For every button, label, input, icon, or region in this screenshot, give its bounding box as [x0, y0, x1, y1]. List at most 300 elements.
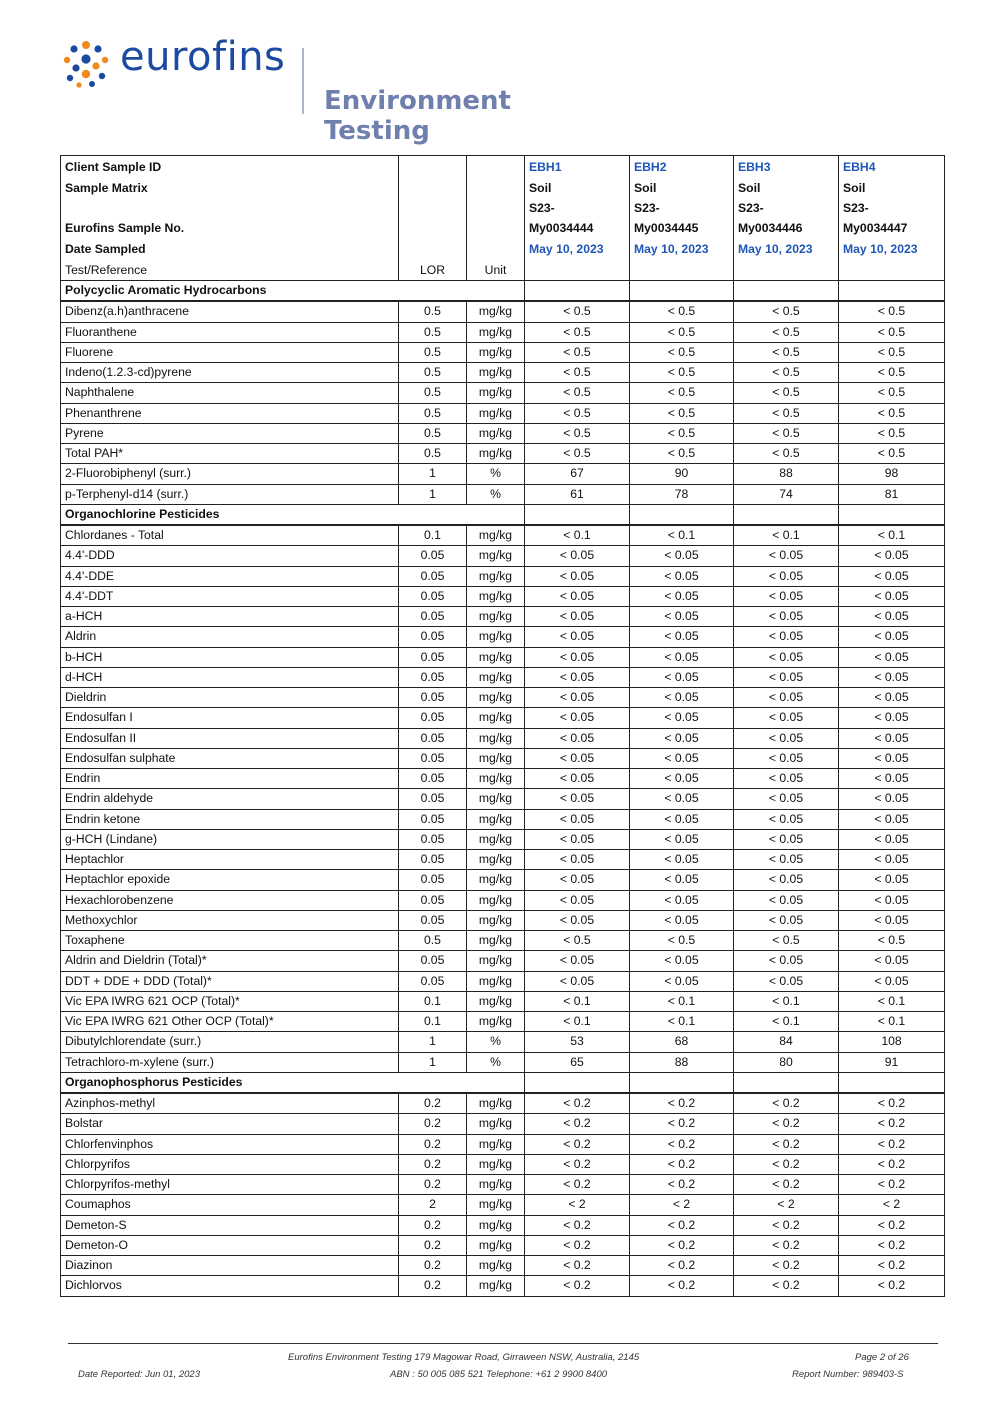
analyte-name: Endosulfan I — [61, 708, 399, 728]
unit-value: mg/kg — [467, 1256, 525, 1276]
lor-value: 0.05 — [399, 789, 467, 809]
analyte-row — [61, 301, 945, 322]
header-row-reference — [61, 259, 945, 281]
analyte-name: Chlordanes - Total — [61, 525, 399, 546]
result-value: < 0.2 — [630, 1114, 734, 1134]
analyte-row — [61, 769, 945, 789]
lor-value: 0.05 — [399, 586, 467, 606]
analyte-name: Vic EPA IWRG 621 OCP (Total)* — [61, 991, 399, 1011]
result-value: < 0.5 — [734, 403, 839, 423]
unit-value: mg/kg — [467, 951, 525, 971]
result-value: < 0.05 — [630, 890, 734, 910]
sample-date: May 10, 2023 — [839, 238, 945, 259]
result-value: < 0.05 — [630, 586, 734, 606]
result-value: < 0.2 — [630, 1276, 734, 1296]
sample-date: May 10, 2023 — [734, 238, 839, 259]
result-value: < 0.5 — [630, 342, 734, 362]
result-value: < 0.05 — [734, 566, 839, 586]
analyte-row — [61, 910, 945, 930]
result-value: < 0.05 — [839, 870, 945, 890]
sample-id: EBH1 — [525, 156, 630, 178]
result-value: < 0.5 — [630, 444, 734, 464]
unit-value: mg/kg — [467, 1175, 525, 1195]
lor-value: 0.05 — [399, 667, 467, 687]
result-value: < 0.05 — [839, 971, 945, 991]
result-value: < 0.2 — [734, 1235, 839, 1255]
result-value: < 0.05 — [839, 546, 945, 566]
analyte-name: Endrin aldehyde — [61, 789, 399, 809]
result-value: < 0.05 — [734, 870, 839, 890]
unit-value: mg/kg — [467, 1235, 525, 1255]
unit-value: mg/kg — [467, 1154, 525, 1174]
unit-value: mg/kg — [467, 1093, 525, 1114]
unit-value: mg/kg — [467, 1195, 525, 1215]
lor-value: 0.5 — [399, 322, 467, 342]
lor-value: 0.05 — [399, 971, 467, 991]
analyte-name: Dibutylchlorendate (surr.) — [61, 1032, 399, 1052]
result-value: < 0.1 — [839, 1012, 945, 1032]
sample-matrix: Soil — [734, 177, 839, 198]
result-value: < 0.5 — [734, 363, 839, 383]
sample-number-prefix: S23- — [843, 201, 869, 215]
analyte-row — [61, 850, 945, 870]
result-value: < 0.05 — [525, 769, 630, 789]
header-row-client-id — [61, 156, 945, 178]
result-value: 81 — [839, 484, 945, 504]
analyte-name: Fluoranthene — [61, 322, 399, 342]
analyte-row — [61, 403, 945, 423]
sample-number — [734, 198, 839, 238]
result-value: < 0.1 — [734, 1012, 839, 1032]
analyte-name: Tetrachloro-m-xylene (surr.) — [61, 1052, 399, 1072]
result-value: < 0.2 — [734, 1093, 839, 1114]
result-value: < 0.5 — [525, 403, 630, 423]
analyte-row — [61, 342, 945, 362]
result-value: < 0.05 — [525, 870, 630, 890]
unit-value: mg/kg — [467, 423, 525, 443]
analyte-row — [61, 890, 945, 910]
lor-value: 0.05 — [399, 627, 467, 647]
result-value: < 0.2 — [839, 1235, 945, 1255]
result-value: < 0.05 — [630, 627, 734, 647]
label-client-sample-id: Client Sample ID — [61, 156, 399, 178]
analyte-name: Chlorpyrifos — [61, 1154, 399, 1174]
analyte-name: Coumaphos — [61, 1195, 399, 1215]
analyte-name: Heptachlor — [61, 850, 399, 870]
result-value: < 0.05 — [839, 647, 945, 667]
analyte-row — [61, 383, 945, 403]
sample-number-code: My0034446 — [738, 221, 803, 235]
logo-divider — [302, 48, 304, 114]
lor-value: 2 — [399, 1195, 467, 1215]
analyte-row — [61, 1012, 945, 1032]
footer-report-number: Report Number: 989403-S — [792, 1369, 904, 1380]
result-value: < 0.2 — [839, 1154, 945, 1174]
analyte-row — [61, 525, 945, 546]
sample-number-prefix: S23- — [634, 201, 660, 215]
analyte-name: Total PAH* — [61, 444, 399, 464]
lor-value: 0.2 — [399, 1215, 467, 1235]
result-value: < 0.2 — [525, 1093, 630, 1114]
lor-value: 0.05 — [399, 647, 467, 667]
label-lor: LOR — [399, 259, 467, 281]
lor-value: 0.2 — [399, 1256, 467, 1276]
header-row-matrix — [61, 177, 945, 198]
unit-value: mg/kg — [467, 708, 525, 728]
unit-value: mg/kg — [467, 829, 525, 849]
result-value: < 0.05 — [734, 809, 839, 829]
result-value: < 0.05 — [525, 951, 630, 971]
result-value: 67 — [525, 464, 630, 484]
result-value: < 0.05 — [525, 809, 630, 829]
lor-value: 0.05 — [399, 850, 467, 870]
analyte-row — [61, 1052, 945, 1072]
analyte-name: Heptachlor epoxide — [61, 870, 399, 890]
result-value: < 0.05 — [630, 688, 734, 708]
result-value: < 0.2 — [630, 1154, 734, 1174]
result-value: < 0.2 — [734, 1276, 839, 1296]
result-value: < 0.05 — [734, 769, 839, 789]
result-value: < 0.05 — [839, 910, 945, 930]
unit-value: mg/kg — [467, 566, 525, 586]
result-value: < 0.2 — [734, 1114, 839, 1134]
analyte-name: g-HCH (Lindane) — [61, 829, 399, 849]
result-value: < 0.5 — [734, 383, 839, 403]
result-value: < 0.5 — [630, 383, 734, 403]
analyte-name: Fluorene — [61, 342, 399, 362]
analyte-row — [61, 728, 945, 748]
lor-value: 0.05 — [399, 748, 467, 768]
footer-divider — [68, 1343, 938, 1344]
unit-value: mg/kg — [467, 586, 525, 606]
unit-value: mg/kg — [467, 789, 525, 809]
lor-value: 0.5 — [399, 342, 467, 362]
lor-value: 0.1 — [399, 1012, 467, 1032]
result-value: < 0.2 — [630, 1093, 734, 1114]
result-value: < 0.5 — [839, 322, 945, 342]
result-value: < 2 — [839, 1195, 945, 1215]
analyte-row — [61, 1114, 945, 1134]
label-unit: Unit — [467, 259, 525, 281]
result-value: < 0.05 — [525, 688, 630, 708]
result-value: < 0.5 — [839, 383, 945, 403]
analyte-name: Naphthalene — [61, 383, 399, 403]
section-header-row — [61, 1072, 945, 1093]
analyte-name: Aldrin — [61, 627, 399, 647]
result-value: < 0.05 — [525, 971, 630, 991]
analyte-name: Chlorpyrifos-methyl — [61, 1175, 399, 1195]
analyte-name: b-HCH — [61, 647, 399, 667]
unit-value: % — [467, 464, 525, 484]
result-value: < 0.5 — [630, 423, 734, 443]
result-value: 91 — [839, 1052, 945, 1072]
result-value: < 0.2 — [525, 1134, 630, 1154]
sample-number-code: My0034445 — [634, 221, 699, 235]
result-value: < 0.1 — [525, 1012, 630, 1032]
result-value: < 0.05 — [525, 586, 630, 606]
result-value: < 0.1 — [734, 991, 839, 1011]
result-value: < 0.05 — [734, 627, 839, 647]
result-value: 53 — [525, 1032, 630, 1052]
analyte-name: Dibenz(a.h)anthracene — [61, 301, 399, 322]
sample-id: EBH3 — [734, 156, 839, 178]
result-value: < 0.05 — [839, 829, 945, 849]
unit-value: mg/kg — [467, 322, 525, 342]
label-date-sampled: Date Sampled — [61, 238, 399, 259]
result-value: 74 — [734, 484, 839, 504]
result-value: < 0.5 — [734, 444, 839, 464]
result-value: < 0.05 — [839, 708, 945, 728]
result-value: < 0.5 — [630, 403, 734, 423]
lor-value: 0.05 — [399, 890, 467, 910]
analyte-row — [61, 423, 945, 443]
result-value: 98 — [839, 464, 945, 484]
analyte-name: Dieldrin — [61, 688, 399, 708]
sample-id: EBH4 — [839, 156, 945, 178]
result-value: < 0.05 — [839, 688, 945, 708]
sample-number-prefix: S23- — [529, 201, 555, 215]
analyte-name: p-Terphenyl-d14 (surr.) — [61, 484, 399, 504]
header-row-date — [61, 238, 945, 259]
lor-value: 0.2 — [399, 1175, 467, 1195]
result-value: < 0.05 — [734, 890, 839, 910]
section-title: Polycyclic Aromatic Hydrocarbons — [61, 281, 399, 302]
unit-value: mg/kg — [467, 991, 525, 1011]
analyte-row — [61, 708, 945, 728]
unit-value: mg/kg — [467, 444, 525, 464]
analyte-name: Demeton-S — [61, 1215, 399, 1235]
lor-value: 1 — [399, 464, 467, 484]
lor-value: 0.05 — [399, 829, 467, 849]
unit-value: mg/kg — [467, 1114, 525, 1134]
result-value: < 2 — [734, 1195, 839, 1215]
result-value: < 0.5 — [734, 931, 839, 951]
unit-value: mg/kg — [467, 667, 525, 687]
analyte-name: 4.4'-DDE — [61, 566, 399, 586]
analyte-name: Bolstar — [61, 1114, 399, 1134]
result-value: < 2 — [525, 1195, 630, 1215]
sample-number — [630, 198, 734, 238]
unit-value: % — [467, 484, 525, 504]
result-value: < 0.05 — [630, 789, 734, 809]
result-value: < 0.1 — [839, 525, 945, 546]
result-value: < 0.05 — [734, 546, 839, 566]
lor-value: 0.5 — [399, 423, 467, 443]
lor-value: 0.05 — [399, 910, 467, 930]
result-value: 84 — [734, 1032, 839, 1052]
lor-value: 0.05 — [399, 546, 467, 566]
division-name: Environment Testing — [324, 86, 511, 146]
eurofins-logo — [62, 34, 602, 146]
analyte-name: d-HCH — [61, 667, 399, 687]
unit-value: mg/kg — [467, 769, 525, 789]
unit-value: mg/kg — [467, 931, 525, 951]
lor-value: 0.2 — [399, 1235, 467, 1255]
result-value: < 0.05 — [630, 647, 734, 667]
result-value: 80 — [734, 1052, 839, 1072]
result-value: < 0.5 — [525, 383, 630, 403]
result-value: < 0.5 — [734, 342, 839, 362]
unit-value: mg/kg — [467, 748, 525, 768]
result-value: < 0.05 — [525, 708, 630, 728]
result-value: < 0.2 — [630, 1175, 734, 1195]
lor-value: 1 — [399, 1032, 467, 1052]
result-value: < 0.5 — [839, 423, 945, 443]
unit-value: % — [467, 1052, 525, 1072]
lor-value: 0.2 — [399, 1093, 467, 1114]
result-value: < 0.5 — [525, 423, 630, 443]
label-eurofins-sample-no: Eurofins Sample No. — [61, 198, 399, 238]
header-row-sample-no — [61, 198, 945, 238]
analyte-name: Chlorfenvinphos — [61, 1134, 399, 1154]
result-value: < 0.05 — [734, 910, 839, 930]
result-value: < 0.05 — [525, 627, 630, 647]
unit-value: mg/kg — [467, 363, 525, 383]
analyte-row — [61, 1154, 945, 1174]
result-value: < 0.5 — [630, 301, 734, 322]
result-value: < 0.05 — [630, 809, 734, 829]
lor-value: 0.05 — [399, 809, 467, 829]
analyte-name: Hexachlorobenzene — [61, 890, 399, 910]
result-value: 108 — [839, 1032, 945, 1052]
result-value: < 0.05 — [630, 971, 734, 991]
result-value: < 0.05 — [734, 708, 839, 728]
analyte-row — [61, 607, 945, 627]
result-value: < 0.5 — [839, 403, 945, 423]
result-value: < 0.5 — [630, 322, 734, 342]
unit-value: mg/kg — [467, 607, 525, 627]
analyte-row — [61, 1195, 945, 1215]
sample-number — [525, 198, 630, 238]
label-sample-matrix: Sample Matrix — [61, 177, 399, 198]
result-value: < 0.05 — [839, 627, 945, 647]
result-value: < 0.05 — [734, 607, 839, 627]
lor-value: 0.1 — [399, 991, 467, 1011]
lor-value: 0.05 — [399, 607, 467, 627]
result-value: < 0.5 — [734, 423, 839, 443]
result-value: < 0.05 — [630, 951, 734, 971]
result-value: < 0.2 — [630, 1256, 734, 1276]
result-value: < 0.05 — [525, 748, 630, 768]
sample-matrix: Soil — [525, 177, 630, 198]
lor-value: 0.05 — [399, 708, 467, 728]
lor-value: 0.05 — [399, 951, 467, 971]
lor-value: 0.5 — [399, 383, 467, 403]
result-value: < 0.05 — [839, 607, 945, 627]
analyte-name: Dichlorvos — [61, 1276, 399, 1296]
result-value: < 0.05 — [630, 566, 734, 586]
result-value: < 0.05 — [525, 607, 630, 627]
result-value: < 0.2 — [839, 1276, 945, 1296]
result-value: < 0.05 — [630, 748, 734, 768]
result-value: < 0.05 — [630, 850, 734, 870]
analyte-row — [61, 647, 945, 667]
result-value: < 0.05 — [734, 728, 839, 748]
result-value: < 0.05 — [839, 890, 945, 910]
result-value: < 0.2 — [525, 1154, 630, 1174]
lor-value: 0.5 — [399, 301, 467, 322]
unit-value: mg/kg — [467, 1215, 525, 1235]
analyte-row — [61, 566, 945, 586]
result-value: < 0.5 — [525, 363, 630, 383]
lor-value: 0.1 — [399, 525, 467, 546]
result-value: < 0.05 — [839, 850, 945, 870]
result-value: < 0.2 — [839, 1215, 945, 1235]
analyte-row — [61, 667, 945, 687]
result-value: < 0.1 — [839, 991, 945, 1011]
results-table — [60, 155, 945, 1297]
result-value: < 0.1 — [630, 991, 734, 1011]
result-value: < 0.05 — [525, 667, 630, 687]
unit-value: mg/kg — [467, 627, 525, 647]
unit-value: mg/kg — [467, 403, 525, 423]
result-value: < 0.2 — [839, 1134, 945, 1154]
analyte-name: 4.4'-DDT — [61, 586, 399, 606]
result-value: < 0.2 — [734, 1215, 839, 1235]
result-value: < 0.5 — [839, 301, 945, 322]
lor-value: 0.05 — [399, 566, 467, 586]
result-value: < 0.5 — [734, 301, 839, 322]
result-value: < 2 — [630, 1195, 734, 1215]
footer-page-number: Page 2 of 26 — [855, 1352, 909, 1363]
analyte-row — [61, 971, 945, 991]
result-value: < 0.05 — [839, 789, 945, 809]
footer-address: Eurofins Environment Testing 179 Magowar Road, Girraween NSW, Australia, 2145 — [288, 1352, 640, 1363]
result-value: < 0.2 — [525, 1256, 630, 1276]
result-value: < 0.05 — [525, 890, 630, 910]
analyte-name: DDT + DDE + DDD (Total)* — [61, 971, 399, 991]
result-value: < 0.05 — [630, 829, 734, 849]
sample-number-prefix: S23- — [738, 201, 764, 215]
lor-value: 0.2 — [399, 1134, 467, 1154]
result-value: < 0.05 — [525, 647, 630, 667]
result-value: < 0.05 — [630, 607, 734, 627]
result-value: < 0.05 — [839, 667, 945, 687]
result-value: < 0.2 — [525, 1114, 630, 1134]
result-value: < 0.5 — [525, 931, 630, 951]
result-value: < 0.2 — [525, 1175, 630, 1195]
sample-date: May 10, 2023 — [630, 238, 734, 259]
result-value: < 0.05 — [734, 688, 839, 708]
sample-id: EBH2 — [630, 156, 734, 178]
unit-value: mg/kg — [467, 301, 525, 322]
unit-value: mg/kg — [467, 647, 525, 667]
result-value: < 0.05 — [839, 809, 945, 829]
analyte-row — [61, 1235, 945, 1255]
result-value: < 0.05 — [525, 829, 630, 849]
result-value: < 0.05 — [525, 566, 630, 586]
result-value: 61 — [525, 484, 630, 504]
footer-date-reported: Date Reported: Jun 01, 2023 — [78, 1369, 201, 1380]
lor-value: 0.5 — [399, 931, 467, 951]
analyte-row — [61, 809, 945, 829]
lor-value: 0.2 — [399, 1276, 467, 1296]
lor-value: 0.5 — [399, 444, 467, 464]
result-value: < 0.1 — [630, 1012, 734, 1032]
analyte-row — [61, 829, 945, 849]
analyte-row — [61, 363, 945, 383]
unit-value: mg/kg — [467, 850, 525, 870]
result-value: < 0.2 — [839, 1093, 945, 1114]
result-value: < 0.05 — [630, 708, 734, 728]
result-value: < 0.5 — [839, 444, 945, 464]
result-value: < 0.2 — [839, 1256, 945, 1276]
analyte-row — [61, 1134, 945, 1154]
lor-value: 0.5 — [399, 403, 467, 423]
analyte-name: Methoxychlor — [61, 910, 399, 930]
result-value: < 0.5 — [630, 363, 734, 383]
analyte-name: 2-Fluorobiphenyl (surr.) — [61, 464, 399, 484]
